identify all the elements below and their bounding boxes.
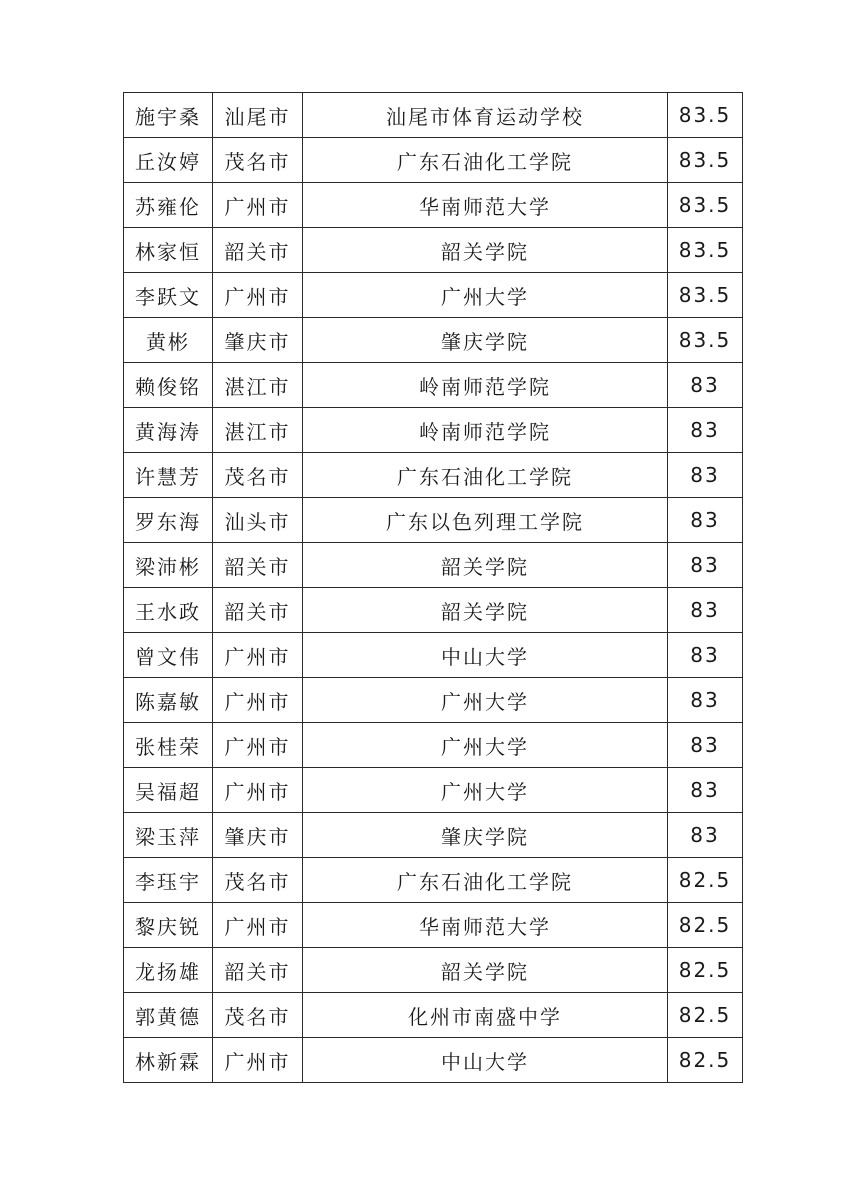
- city-cell: 广州市: [213, 678, 303, 723]
- city-cell: 湛江市: [213, 408, 303, 453]
- score-cell: 83: [668, 543, 743, 588]
- person-name-cell: 赖俊铭: [124, 363, 213, 408]
- school-cell: 肇庆学院: [303, 318, 668, 363]
- table-row: [124, 768, 743, 813]
- score-cell: 83: [668, 768, 743, 813]
- school-cell: 广州大学: [303, 768, 668, 813]
- score-cell: 83.5: [668, 183, 743, 228]
- person-name-cell: 林新霖: [124, 1038, 213, 1083]
- city-cell: 广州市: [213, 903, 303, 948]
- school-cell: 化州市南盛中学: [303, 993, 668, 1038]
- table-row: [124, 318, 743, 363]
- table-row: [124, 858, 743, 903]
- person-name-cell: 陈嘉敏: [124, 678, 213, 723]
- person-name-cell: 黄海涛: [124, 408, 213, 453]
- person-name-cell: 施宇桑: [124, 93, 213, 138]
- school-cell: 韶关学院: [303, 543, 668, 588]
- city-cell: 广州市: [213, 1038, 303, 1083]
- school-cell: 韶关学院: [303, 948, 668, 993]
- person-name-cell: 丘汝婷: [124, 138, 213, 183]
- table-row: [124, 453, 743, 498]
- score-cell: 83: [668, 678, 743, 723]
- person-name-cell: 黄彬: [124, 318, 213, 363]
- person-name-cell: 李跃文: [124, 273, 213, 318]
- city-cell: 广州市: [213, 183, 303, 228]
- school-cell: 韶关学院: [303, 228, 668, 273]
- school-cell: 汕尾市体育运动学校: [303, 93, 668, 138]
- person-name-cell: 梁玉萍: [124, 813, 213, 858]
- city-cell: 广州市: [213, 273, 303, 318]
- table-row: [124, 903, 743, 948]
- city-cell: 茂名市: [213, 453, 303, 498]
- person-name-cell: 曾文伟: [124, 633, 213, 678]
- results-table: [123, 92, 743, 1083]
- city-cell: 广州市: [213, 768, 303, 813]
- score-cell: 83: [668, 813, 743, 858]
- person-name-cell: 龙扬雄: [124, 948, 213, 993]
- person-name-cell: 张桂荣: [124, 723, 213, 768]
- school-cell: 华南师范大学: [303, 903, 668, 948]
- score-cell: 83.5: [668, 318, 743, 363]
- school-cell: 广东石油化工学院: [303, 858, 668, 903]
- person-name-cell: 郭黄德: [124, 993, 213, 1038]
- table-row: [124, 813, 743, 858]
- table-row: [124, 228, 743, 273]
- score-cell: 83.5: [668, 138, 743, 183]
- score-cell: 83: [668, 633, 743, 678]
- school-cell: 韶关学院: [303, 588, 668, 633]
- score-cell: 82.5: [668, 858, 743, 903]
- score-cell: 83.5: [668, 228, 743, 273]
- table-row: [124, 588, 743, 633]
- table-row: [124, 138, 743, 183]
- city-cell: 茂名市: [213, 138, 303, 183]
- score-cell: 83.5: [668, 93, 743, 138]
- person-name-cell: 许慧芳: [124, 453, 213, 498]
- table-row: [124, 408, 743, 453]
- city-cell: 茂名市: [213, 858, 303, 903]
- school-cell: 中山大学: [303, 1038, 668, 1083]
- city-cell: 汕尾市: [213, 93, 303, 138]
- person-name-cell: 黎庆锐: [124, 903, 213, 948]
- table-row: [124, 993, 743, 1038]
- score-cell: 82.5: [668, 903, 743, 948]
- table-row: [124, 723, 743, 768]
- school-cell: 广东石油化工学院: [303, 453, 668, 498]
- city-cell: 韶关市: [213, 228, 303, 273]
- city-cell: 广州市: [213, 633, 303, 678]
- school-cell: 岭南师范学院: [303, 363, 668, 408]
- score-cell: 83: [668, 453, 743, 498]
- city-cell: 韶关市: [213, 543, 303, 588]
- city-cell: 湛江市: [213, 363, 303, 408]
- person-name-cell: 王水政: [124, 588, 213, 633]
- table-row: [124, 633, 743, 678]
- table-row: [124, 1038, 743, 1083]
- person-name-cell: 罗东海: [124, 498, 213, 543]
- person-name-cell: 苏雍伦: [124, 183, 213, 228]
- school-cell: 岭南师范学院: [303, 408, 668, 453]
- table-row: [124, 363, 743, 408]
- table-row: [124, 93, 743, 138]
- score-cell: 83: [668, 723, 743, 768]
- table-row: [124, 678, 743, 723]
- school-cell: 中山大学: [303, 633, 668, 678]
- table-row: [124, 543, 743, 588]
- school-cell: 广东以色列理工学院: [303, 498, 668, 543]
- school-cell: 广州大学: [303, 273, 668, 318]
- score-cell: 82.5: [668, 1038, 743, 1083]
- city-cell: 肇庆市: [213, 813, 303, 858]
- school-cell: 广东石油化工学院: [303, 138, 668, 183]
- table-row: [124, 273, 743, 318]
- score-cell: 82.5: [668, 948, 743, 993]
- school-cell: 广州大学: [303, 723, 668, 768]
- results-table-body: [124, 93, 743, 1083]
- city-cell: 茂名市: [213, 993, 303, 1038]
- results-sheet: [123, 92, 742, 1083]
- person-name-cell: 李珏宇: [124, 858, 213, 903]
- person-name-cell: 林家恒: [124, 228, 213, 273]
- school-cell: 肇庆学院: [303, 813, 668, 858]
- school-cell: 华南师范大学: [303, 183, 668, 228]
- person-name-cell: 梁沛彬: [124, 543, 213, 588]
- score-cell: 83.5: [668, 273, 743, 318]
- city-cell: 韶关市: [213, 948, 303, 993]
- score-cell: 83: [668, 498, 743, 543]
- city-cell: 广州市: [213, 723, 303, 768]
- score-cell: 83: [668, 408, 743, 453]
- city-cell: 汕头市: [213, 498, 303, 543]
- school-cell: 广州大学: [303, 678, 668, 723]
- city-cell: 韶关市: [213, 588, 303, 633]
- score-cell: 82.5: [668, 993, 743, 1038]
- city-cell: 肇庆市: [213, 318, 303, 363]
- table-row: [124, 183, 743, 228]
- table-row: [124, 498, 743, 543]
- score-cell: 83: [668, 588, 743, 633]
- table-row: [124, 948, 743, 993]
- score-cell: 83: [668, 363, 743, 408]
- person-name-cell: 吴福超: [124, 768, 213, 813]
